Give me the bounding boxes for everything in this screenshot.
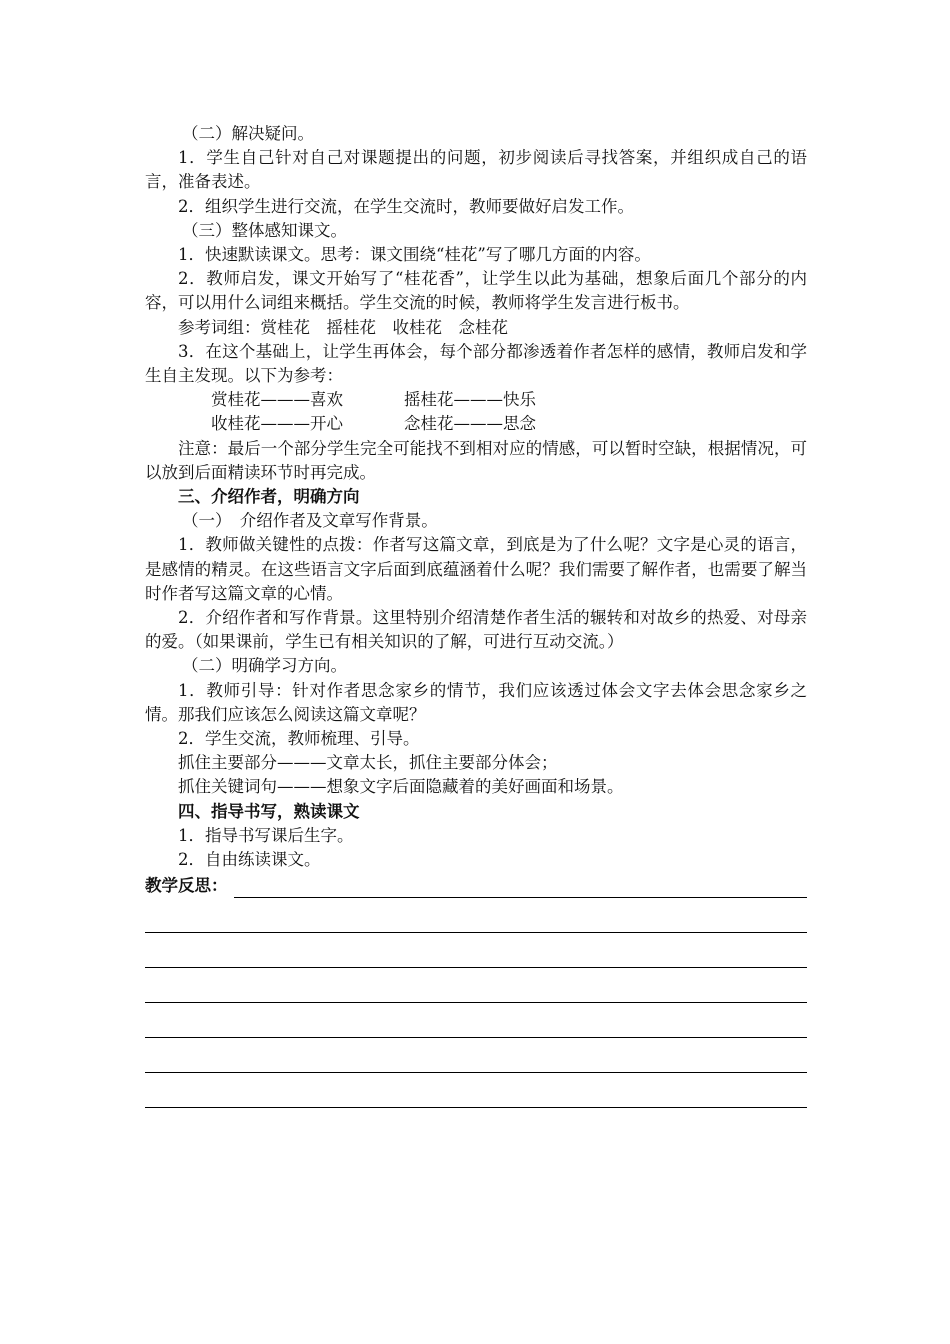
emotion-pair: 念桂花———思念 bbox=[404, 414, 536, 434]
section-3-2-title: （二）明确学习方向。 bbox=[182, 656, 347, 676]
teaching-reflection bbox=[145, 874, 807, 1108]
paragraph: 3．在这个基础上，让学生再体会，每个部分都渗透着作者怎样的感情，教师启发和学生自主发现。以下为参考： bbox=[145, 341, 807, 386]
lesson-plan-body bbox=[145, 122, 807, 1108]
writing-line bbox=[145, 1073, 807, 1108]
paragraph: 1．指导书写课后生字。 bbox=[178, 825, 354, 845]
emotion-pair: 摇桂花———快乐 bbox=[404, 390, 536, 410]
paragraph: 1．教师引导：针对作者思念家乡的情节，我们应该透过体会文字去体会思念家乡之情。那我们应该怎么阅读这篇文章呢？ bbox=[145, 680, 807, 724]
paragraph: 2．介绍作者和写作背景。这里特别介绍清楚作者生活的辗转和对故乡的热爱、对母亲的爱。（如果课前，学生已有相关知识的了解，可进行互动交流。） bbox=[145, 608, 807, 652]
paragraph: 2．教师启发，课文开始写了“桂花香”，让学生以此为基础，想象后面几个部分的内容，可以用什么词组来概括。学生交流的时候，教师将学生发言进行板书。 bbox=[145, 269, 807, 313]
paragraph: 2．学生交流，教师梳理、引导。 bbox=[178, 729, 420, 749]
section-3-heading: 三、介绍作者，明确方向 bbox=[178, 487, 360, 507]
paragraph: 抓住关键词句———想象文字后面隐藏着的美好画面和场景。 bbox=[178, 777, 624, 797]
paragraph: 2．自由练读课文。 bbox=[178, 850, 321, 870]
paragraph: 2．组织学生进行交流，在学生交流时，教师要做好启发工作。 bbox=[178, 196, 634, 216]
emotion-pair-row bbox=[145, 412, 807, 436]
writing-line bbox=[145, 968, 807, 1003]
note-paragraph: 注意：最后一个部分学生完全可能找不到相对应的情感，可以暂时空缺，根据情况，可以放到后面精读环节时再完成。 bbox=[145, 438, 807, 482]
writing-line bbox=[145, 933, 807, 968]
emotion-pair-row bbox=[145, 388, 807, 412]
writing-line bbox=[145, 898, 807, 933]
writing-line bbox=[145, 1003, 807, 1038]
reference-words: 参考词组：赏桂花 摇桂花 收桂花 念桂花 bbox=[178, 317, 508, 337]
section-4-heading: 四、指导书写，熟读课文 bbox=[178, 801, 360, 821]
section-3-1-title: （一） 介绍作者及文章写作背景。 bbox=[182, 511, 438, 531]
section-2-2-title: （二）解决疑问。 bbox=[182, 124, 314, 143]
paragraph: 抓住主要部分———文章太长，抓住主要部分体会； bbox=[178, 753, 558, 773]
writing-line bbox=[145, 1038, 807, 1073]
emotion-pair: 赏桂花———喜欢 bbox=[211, 390, 343, 410]
reflection-header bbox=[145, 874, 807, 898]
writing-line bbox=[234, 879, 808, 898]
emotion-pair: 收桂花———开心 bbox=[211, 414, 343, 434]
reflection-label: 教学反思： bbox=[145, 876, 228, 896]
section-2-3-title: （三）整体感知课文。 bbox=[182, 220, 347, 240]
paragraph: 1．教师做关键性的点拨：作者写这篇文章，到底是为了什么呢？文字是心灵的语言，是感情的精灵。在这些语言文字后面到底蕴涵着什么呢？我们需要了解作者，也需要了解当时作者写这篇文章的心情。 bbox=[145, 535, 807, 603]
paragraph: 1．快速默读课文。思考：课文围绕“桂花”写了哪几方面的内容。 bbox=[178, 245, 651, 265]
paragraph: 1．学生自己针对自己对课题提出的问题，初步阅读后寻找答案，并组织成自己的语言，准备表述。 bbox=[145, 148, 807, 192]
